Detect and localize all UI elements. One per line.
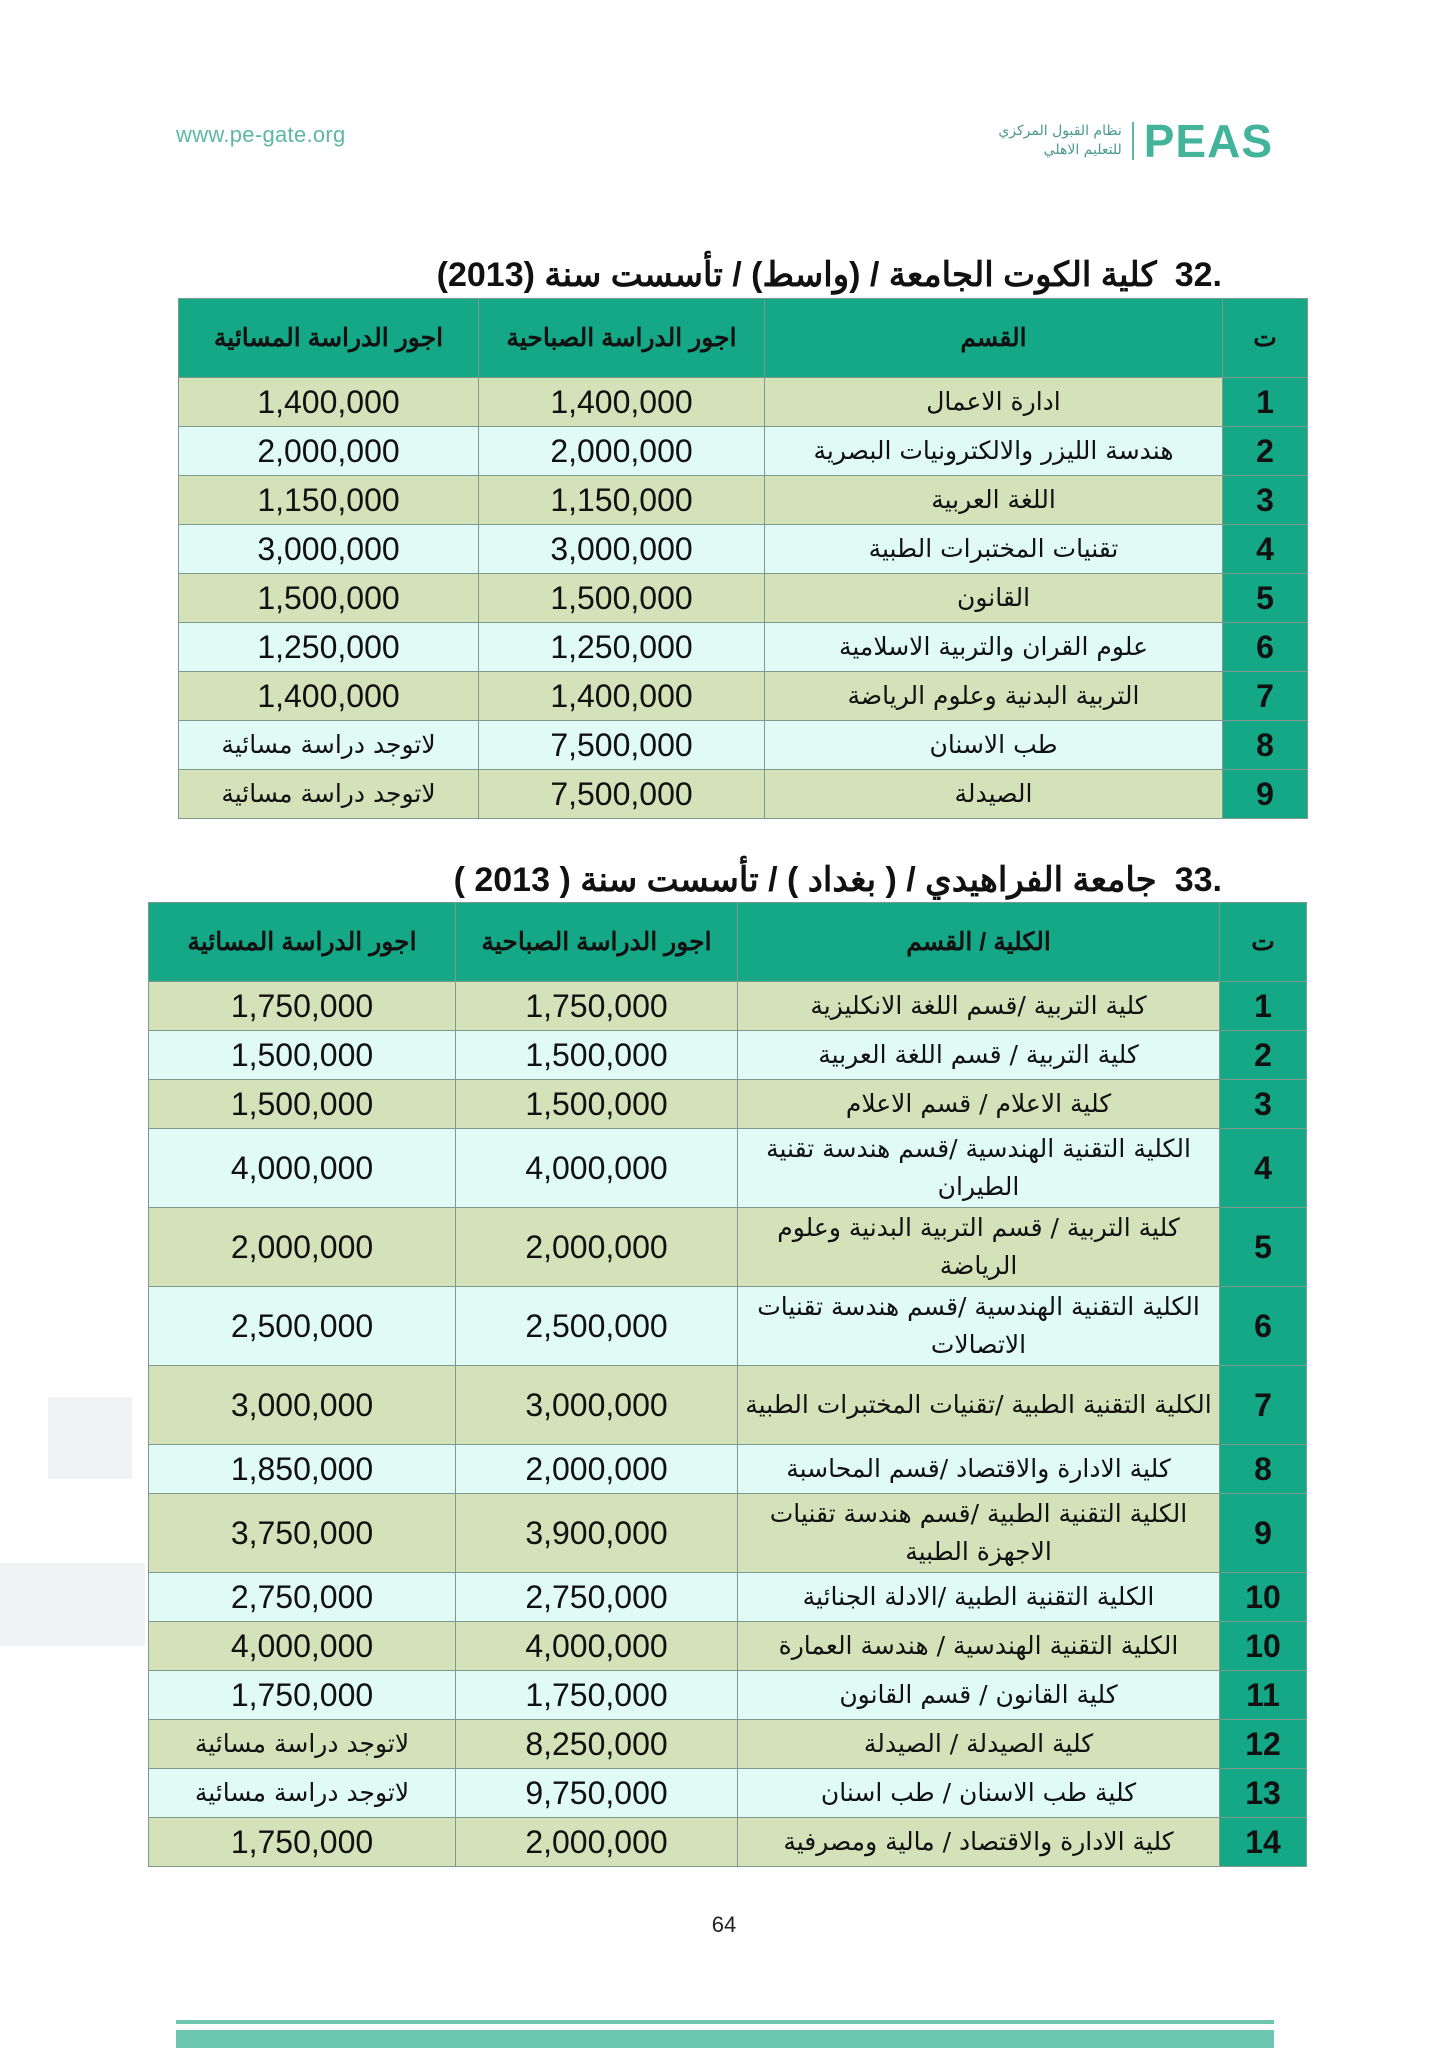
evening-fee: 1,400,000 xyxy=(179,378,479,427)
evening-fee: 1,750,000 xyxy=(149,1671,456,1720)
department-name: كلية الادارة والاقتصاد /قسم المحاسبة xyxy=(738,1445,1220,1494)
row-number: 13 xyxy=(1220,1769,1307,1818)
morning-fee: 4,000,000 xyxy=(456,1622,738,1671)
department-name: الكلية التقنية الطبية /الادلة الجنائية xyxy=(738,1573,1220,1622)
header-number: ت xyxy=(1220,903,1307,982)
morning-fee: 2,750,000 xyxy=(456,1573,738,1622)
table-row xyxy=(149,1769,1307,1818)
table-header-row xyxy=(179,299,1308,378)
department-name: التربية البدنية وعلوم الرياضة xyxy=(765,672,1223,721)
row-number: 5 xyxy=(1223,574,1308,623)
morning-fee: 8,250,000 xyxy=(456,1720,738,1769)
evening-fee: لاتوجد دراسة مسائية xyxy=(179,721,479,770)
logo-ar-line1: نظام القبول المركزي xyxy=(998,123,1122,139)
morning-fee: 1,250,000 xyxy=(479,623,765,672)
logo-wordmark: PEAS xyxy=(1143,115,1273,167)
evening-fee: 4,000,000 xyxy=(149,1622,456,1671)
morning-fee: 2,000,000 xyxy=(456,1818,738,1867)
table-row xyxy=(149,1445,1307,1494)
website-url: www.pe-gate.org xyxy=(176,122,346,147)
morning-fee: 1,400,000 xyxy=(479,672,765,721)
row-number: 6 xyxy=(1223,623,1308,672)
logo-ar-line2: للتعليم الاهلي xyxy=(1043,142,1122,158)
evening-fee: 1,250,000 xyxy=(179,623,479,672)
evening-fee: 1,500,000 xyxy=(149,1031,456,1080)
evening-fee: 1,750,000 xyxy=(149,982,456,1031)
morning-fee: 7,500,000 xyxy=(479,721,765,770)
morning-fee: 3,000,000 xyxy=(456,1366,738,1445)
row-number: 3 xyxy=(1223,476,1308,525)
footer-line xyxy=(176,2020,1274,2024)
row-number: 4 xyxy=(1223,525,1308,574)
table-row xyxy=(149,1573,1307,1622)
morning-fee: 7,500,000 xyxy=(479,770,765,819)
department-name: علوم القران والتربية الاسلامية xyxy=(765,623,1223,672)
evening-fee: 1,150,000 xyxy=(179,476,479,525)
row-number: 14 xyxy=(1220,1818,1307,1867)
header-morning-fees: اجور الدراسة الصباحية xyxy=(479,299,765,378)
side-decoration xyxy=(0,1563,145,1646)
row-number: 8 xyxy=(1223,721,1308,770)
morning-fee: 4,000,000 xyxy=(456,1129,738,1208)
table-row xyxy=(179,525,1308,574)
morning-fee: 1,750,000 xyxy=(456,1671,738,1720)
row-number: 10 xyxy=(1220,1573,1307,1622)
department-name: كلية القانون / قسم القانون xyxy=(738,1671,1220,1720)
morning-fee: 1,500,000 xyxy=(456,1031,738,1080)
table-row xyxy=(149,1031,1307,1080)
evening-fee: 2,000,000 xyxy=(149,1208,456,1287)
morning-fee: 2,500,000 xyxy=(456,1287,738,1366)
evening-fee: 2,500,000 xyxy=(149,1287,456,1366)
header-college-department: الكلية / القسم xyxy=(738,903,1220,982)
morning-fee: 2,000,000 xyxy=(456,1445,738,1494)
table-row xyxy=(149,1720,1307,1769)
evening-fee: 3,750,000 xyxy=(149,1494,456,1573)
department-name: كلية طب الاسنان / طب اسنان xyxy=(738,1769,1220,1818)
row-number: 12 xyxy=(1220,1720,1307,1769)
table-row xyxy=(149,1287,1307,1366)
fees-table-33 xyxy=(148,902,1307,1867)
department-name: طب الاسنان xyxy=(765,721,1223,770)
row-number: 8 xyxy=(1220,1445,1307,1494)
morning-fee: 3,900,000 xyxy=(456,1494,738,1573)
department-name: الكلية التقنية الهندسية / هندسة العمارة xyxy=(738,1622,1220,1671)
evening-fee: لاتوجد دراسة مسائية xyxy=(149,1769,456,1818)
department-name: الكلية التقنية الطبية /قسم هندسة تقنيات الاجهزة الطبية xyxy=(738,1494,1220,1573)
table-row xyxy=(149,1622,1307,1671)
department-name: تقنيات المختبرات الطبية xyxy=(765,525,1223,574)
table-row xyxy=(179,378,1308,427)
morning-fee: 2,000,000 xyxy=(479,427,765,476)
evening-fee: 1,500,000 xyxy=(149,1080,456,1129)
row-number: 3 xyxy=(1220,1080,1307,1129)
morning-fee: 1,500,000 xyxy=(456,1080,738,1129)
evening-fee: لاتوجد دراسة مسائية xyxy=(179,770,479,819)
morning-fee: 1,400,000 xyxy=(479,378,765,427)
department-name: الكلية التقنية الهندسية /قسم هندسة تقنيات الاتصالات xyxy=(738,1287,1220,1366)
side-decoration xyxy=(48,1397,132,1479)
table-row xyxy=(179,574,1308,623)
department-name: كلية الاعلام / قسم الاعلام xyxy=(738,1080,1220,1129)
section-title-33 xyxy=(454,860,1222,900)
department-name: كلية التربية / قسم التربية البدنية وعلوم الرياضة xyxy=(738,1208,1220,1287)
row-number: 5 xyxy=(1220,1208,1307,1287)
evening-fee: 2,000,000 xyxy=(179,427,479,476)
table-row xyxy=(149,1671,1307,1720)
header-department: القسم xyxy=(765,299,1223,378)
evening-fee: 2,750,000 xyxy=(149,1573,456,1622)
row-number: 9 xyxy=(1223,770,1308,819)
morning-fee: 1,150,000 xyxy=(479,476,765,525)
page-number: 64 xyxy=(711,1912,737,1937)
table-row xyxy=(149,1129,1307,1208)
department-name: ادارة الاعمال xyxy=(765,378,1223,427)
header-evening-fees: اجور الدراسة المسائية xyxy=(149,903,456,982)
header-evening-fees: اجور الدراسة المسائية xyxy=(179,299,479,378)
table-row xyxy=(179,476,1308,525)
header-morning-fees: اجور الدراسة الصباحية xyxy=(456,903,738,982)
row-number: 7 xyxy=(1220,1366,1307,1445)
row-number: 4 xyxy=(1220,1129,1307,1208)
table-row xyxy=(149,1494,1307,1573)
department-name: القانون xyxy=(765,574,1223,623)
morning-fee: 1,500,000 xyxy=(479,574,765,623)
evening-fee: لاتوجد دراسة مسائية xyxy=(149,1720,456,1769)
logo-divider xyxy=(1132,122,1134,160)
row-number: 2 xyxy=(1220,1031,1307,1080)
table-row xyxy=(179,427,1308,476)
table-row xyxy=(149,1366,1307,1445)
row-number: 10 xyxy=(1220,1622,1307,1671)
row-number: 2 xyxy=(1223,427,1308,476)
morning-fee: 2,000,000 xyxy=(456,1208,738,1287)
row-number: 1 xyxy=(1220,982,1307,1031)
row-number: 6 xyxy=(1220,1287,1307,1366)
morning-fee: 3,000,000 xyxy=(479,525,765,574)
morning-fee: 1,750,000 xyxy=(456,982,738,1031)
row-number: 11 xyxy=(1220,1671,1307,1720)
department-name: كلية التربية /قسم اللغة الانكليزية xyxy=(738,982,1220,1031)
table-row xyxy=(179,672,1308,721)
table-row xyxy=(149,1208,1307,1287)
department-name: الصيدلة xyxy=(765,770,1223,819)
department-name: الكلية التقنية الهندسية /قسم هندسة تقنية الطيران xyxy=(738,1129,1220,1208)
fees-table-32 xyxy=(178,298,1308,819)
department-name: كلية الصيدلة / الصيدلة xyxy=(738,1720,1220,1769)
evening-fee: 1,500,000 xyxy=(179,574,479,623)
table-row xyxy=(149,982,1307,1031)
evening-fee: 3,000,000 xyxy=(149,1366,456,1445)
evening-fee: 1,850,000 xyxy=(149,1445,456,1494)
section-number: .32 xyxy=(1174,256,1222,294)
evening-fee: 4,000,000 xyxy=(149,1129,456,1208)
row-number: 1 xyxy=(1223,378,1308,427)
table-row xyxy=(149,1818,1307,1867)
department-name: كلية الادارة والاقتصاد / مالية ومصرفية xyxy=(738,1818,1220,1867)
evening-fee: 3,000,000 xyxy=(179,525,479,574)
department-name: كلية التربية / قسم اللغة العربية xyxy=(738,1031,1220,1080)
table-row xyxy=(149,1080,1307,1129)
header-number: ت xyxy=(1223,299,1308,378)
morning-fee: 9,750,000 xyxy=(456,1769,738,1818)
section-title-text: كلية الكوت الجامعة / (واسط) / تأسست سنة (2013) xyxy=(436,256,1157,294)
logo-arabic-text xyxy=(998,122,1121,160)
row-number: 7 xyxy=(1223,672,1308,721)
footer-bar xyxy=(176,2030,1274,2048)
department-name: هندسة الليزر والالكترونيات البصرية xyxy=(765,427,1223,476)
table-row xyxy=(179,721,1308,770)
evening-fee: 1,400,000 xyxy=(179,672,479,721)
table-header-row xyxy=(149,903,1307,982)
evening-fee: 1,750,000 xyxy=(149,1818,456,1867)
department-name: اللغة العربية xyxy=(765,476,1223,525)
table-row xyxy=(179,770,1308,819)
row-number: 9 xyxy=(1220,1494,1307,1573)
department-name: الكلية التقنية الطبية /تقنيات المختبرات الطبية xyxy=(738,1366,1220,1445)
section-title-32 xyxy=(437,255,1222,295)
section-number: .33 xyxy=(1174,861,1222,899)
section-title-text: جامعة الفراهيدي / ( بغداد ) / تأسست سنة ( 2013 ) xyxy=(453,861,1157,899)
table-row xyxy=(179,623,1308,672)
peas-logo xyxy=(998,115,1273,167)
